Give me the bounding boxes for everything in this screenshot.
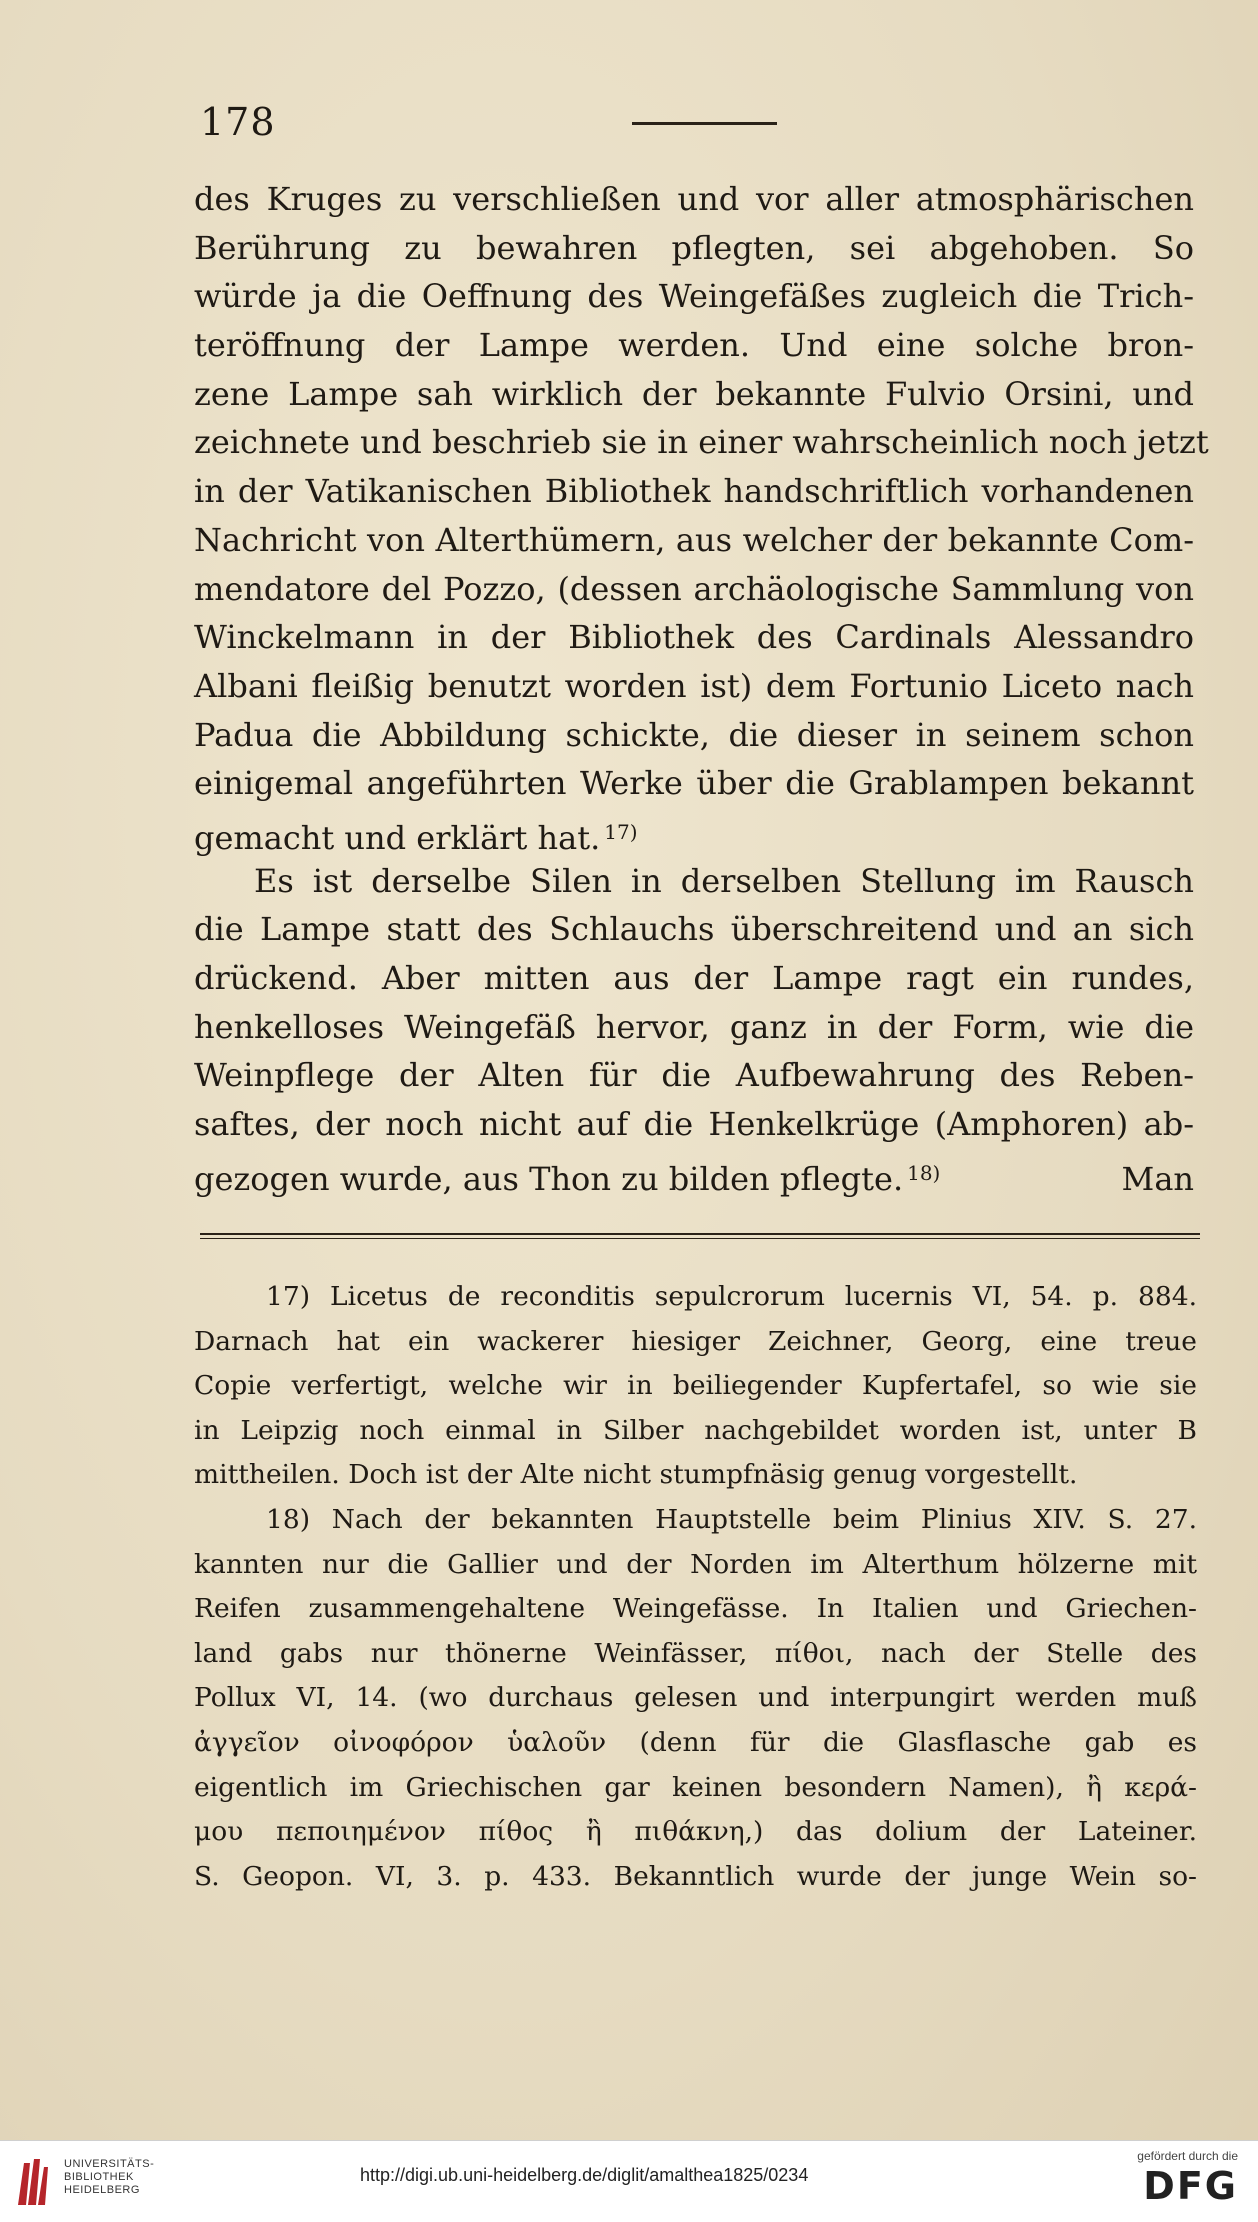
page-number: 178 bbox=[200, 100, 276, 144]
text-line-text: gezogen wurde, aus Thon zu bilden pflegte. bbox=[194, 1159, 904, 1198]
text-line: in der Vatikanischen Bibliothek handschriftlich vorhandenen bbox=[194, 472, 1194, 511]
dfg-logo[interactable]: DFG bbox=[1143, 2164, 1238, 2208]
footnote-line: in Leipzig noch einmal in Silber nachgebildet worden ist, unter B bbox=[194, 1414, 1197, 1446]
text-line-tail: Man bbox=[1121, 1159, 1194, 1198]
page-header bbox=[200, 100, 1200, 160]
text-line: Berührung zu bewahren pflegten, sei abgehoben. So bbox=[194, 228, 1194, 267]
footnote-line: Pollux VI, 14. (wo durchaus gelesen und interpungirt werden muß bbox=[194, 1682, 1197, 1714]
footnote-ref-18[interactable]: 18) bbox=[907, 1160, 941, 1185]
text-line: würde ja die Oeffnung des Weingefäßes zugleich die Trich- bbox=[194, 277, 1194, 316]
text-line: Es ist derselbe Silen in derselben Stellung im Rausch bbox=[254, 861, 1194, 900]
footnote-line: eigentlich im Griechischen gar keinen besondern Namen), ἢ κερά- bbox=[194, 1771, 1197, 1803]
text-line bbox=[194, 808, 1194, 857]
footnote-ref-17[interactable]: 17) bbox=[604, 819, 638, 844]
text-line: saftes, der noch nicht auf die Henkelkrüge (Amphoren) ab- bbox=[194, 1105, 1194, 1144]
footnote-line: Reifen zusammengehaltene Weingefässe. In Italien und Griechen- bbox=[194, 1593, 1197, 1625]
footnote-line: mittheilen. Doch ist der Alte nicht stumpfnäsig genug vorgestellt. bbox=[194, 1459, 1078, 1491]
footnote-line: 17) Licetus de reconditis sepulcrorum lucernis VI, 54. p. 884. bbox=[266, 1281, 1197, 1312]
footnote-line: 18) Nach der bekannten Hauptstelle beim Plinius XIV. S. 27. bbox=[266, 1503, 1197, 1535]
institution-line: UNIVERSITÄTS- bbox=[64, 2158, 155, 2170]
footnote-divider bbox=[200, 1233, 1200, 1241]
funder-caption: gefördert durch die bbox=[1137, 2149, 1238, 2163]
text-line-content bbox=[194, 1149, 940, 1204]
text-line: zeichnete und beschrieb sie in einer wahrscheinlich noch jetzt bbox=[194, 423, 1209, 462]
text-line: Nachricht von Alterthümern, aus welcher der bekannte Com- bbox=[194, 520, 1194, 559]
text-line: des Kruges zu verschließen und vor aller atmosphärischen bbox=[194, 180, 1194, 218]
paragraph-2 bbox=[194, 857, 1194, 1198]
text-line: drückend. Aber mitten aus der Lampe ragt ein rundes, bbox=[194, 959, 1194, 997]
text-line: die Lampe statt des Schlauchs überschreitend und an sich bbox=[194, 910, 1194, 949]
text-line: teröffnung der Lampe werden. Und eine solche bron- bbox=[194, 326, 1194, 365]
footnote-line: ἀγγεῖον οἰνοφόρον ὑαλοῦν (denn für die Glasflasche gab es bbox=[194, 1726, 1197, 1758]
footnote-line: land gabs nur thönerne Weinfässer, πίθοι, nach der Stelle des bbox=[194, 1637, 1197, 1669]
footnote-line: Darnach hat ein wackerer hiesiger Zeichner, Georg, eine treue bbox=[194, 1325, 1197, 1357]
footnote-line: S. Geopon. VI, 3. p. 433. Bekanntlich wurde der junge Wein so- bbox=[194, 1860, 1197, 1892]
university-library-logo-icon bbox=[14, 2155, 52, 2209]
footnote-line: Copie verfertigt, welche wir in beiliegender Kupfertafel, so wie sie bbox=[194, 1370, 1197, 1402]
permalink[interactable]: http://digi.ub.uni-heidelberg.de/diglit/amalthea1825/0234 bbox=[360, 2165, 809, 2185]
divider-rule bbox=[200, 1233, 1200, 1235]
divider-rule bbox=[200, 1238, 1200, 1239]
paragraph-1 bbox=[194, 175, 1209, 857]
text-line: Padua die Abbildung schickte, die dieser in seinem schon bbox=[194, 715, 1194, 754]
funder-block bbox=[1137, 2149, 1238, 2207]
text-line-content: gemacht und erklärt hat. bbox=[194, 818, 601, 857]
footnote-line: kannten nur die Gallier und der Norden im Alterthum hölzerne mit bbox=[194, 1548, 1197, 1580]
institution-line: HEIDELBERG bbox=[64, 2184, 140, 2196]
footnotes bbox=[194, 1275, 1197, 1899]
footnote-line: μου πεποιημένον πίθος ἢ πιθάκνη,) das dolium der Lateiner. bbox=[194, 1816, 1197, 1848]
main-text bbox=[194, 175, 1209, 1198]
text-line: Albani fleißig benutzt worden ist) dem Fortunio Liceto nach bbox=[194, 666, 1194, 705]
footnote-17 bbox=[194, 1275, 1197, 1498]
text-line: henkelloses Weingefäß hervor, ganz in der Form, wie die bbox=[194, 1007, 1194, 1046]
text-line: zene Lampe sah wirklich der bekannte Fulvio Orsini, und bbox=[194, 374, 1194, 413]
text-line: Weinpflege der Alten für die Aufbewahrung des Reben- bbox=[194, 1056, 1194, 1095]
text-line: mendatore del Pozzo, (dessen archäologische Sammlung von bbox=[194, 569, 1194, 608]
viewer-footer bbox=[0, 2140, 1258, 2222]
institution-line: BIBLIOTHEK bbox=[64, 2171, 134, 2183]
header-rule bbox=[632, 122, 777, 125]
text-line: einigemal angeführten Werke über die Grablampen bekannt bbox=[194, 764, 1194, 803]
footnote-18 bbox=[194, 1498, 1197, 1899]
institution-name bbox=[64, 2158, 154, 2197]
text-line: Winckelmann in der Bibliothek des Cardinals Alessandro bbox=[194, 618, 1194, 657]
text-line bbox=[194, 1149, 1194, 1198]
